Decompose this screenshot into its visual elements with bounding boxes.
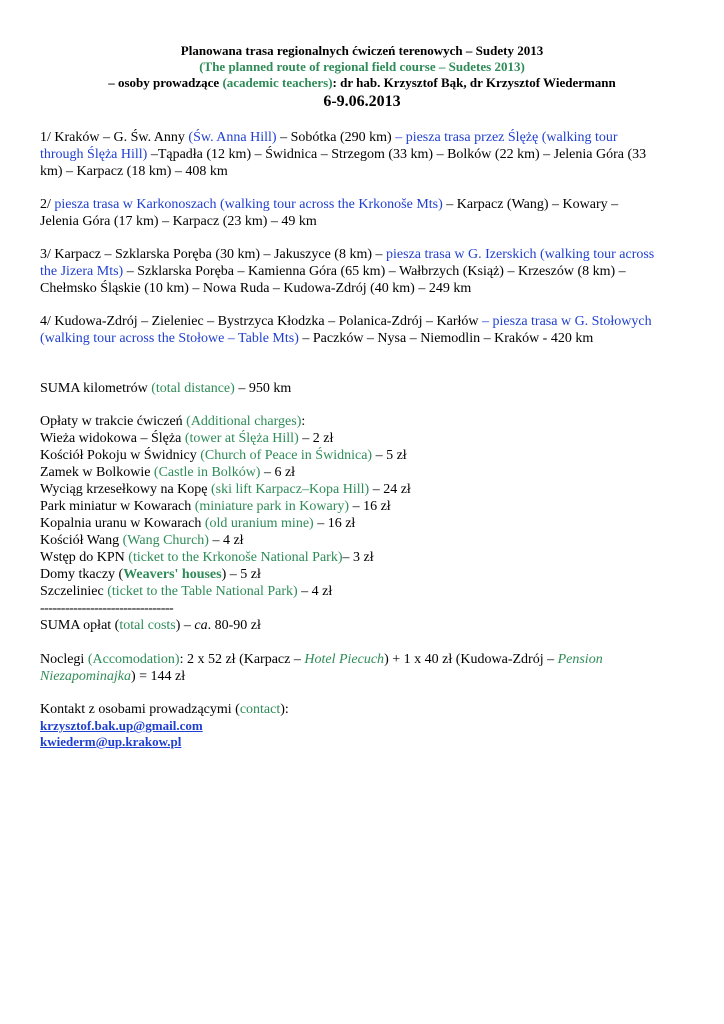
leaders-english: (academic teachers) — [222, 75, 333, 90]
charge-english: (ticket to the Krkonoše National Park) — [128, 550, 343, 565]
walking-tour-text: piesza trasa w G. Izerskich (walking tour across — [386, 247, 655, 262]
charges-total-dash: ) – — [175, 618, 195, 633]
route-text: 4/ Kudowa-Zdrój – Zieleniec – Bystrzyca Kłodzka – Polanica-Zdrój – Karłów — [40, 314, 483, 329]
email-link-wiedermann[interactable]: kwiederm@up.krakow.pl — [40, 734, 182, 749]
charge-item — [40, 498, 690, 515]
contact-english: contact — [239, 702, 281, 717]
route-text: –Tąpadła (12 km) – Świdnica – Strzegom (33 km) – Bolków (22 km) – Jelenia Góra (33 — [147, 147, 647, 162]
route-text: 1/ Kraków – G. Św. Anny — [40, 130, 189, 145]
route-text: Chełmsko Śląskie (10 km) – Nowa Ruda – Kudowa-Zdrój (40 km) – 249 km — [40, 281, 472, 296]
walking-tour-text: the Jizera Mts) — [40, 264, 124, 279]
document-body — [40, 129, 690, 766]
charge-english: (miniature park in Kowary) — [194, 499, 350, 514]
title-english: (The planned route of regional field course – Sudetes 2013) — [199, 59, 525, 74]
charge-price: – 24 zł — [369, 482, 411, 497]
accommodation — [40, 651, 690, 685]
charge-price: – 16 zł — [349, 499, 391, 514]
charge-name: Szczeliniec — [40, 584, 108, 599]
contact-label: Kontakt z osobami prowadzącymi ( — [40, 702, 240, 717]
charge-item — [40, 464, 690, 481]
charge-name: Wieża widokowa – Ślęża — [40, 431, 185, 446]
charge-item — [40, 532, 690, 549]
total-distance-english: (total distance) — [151, 381, 235, 396]
leaders-prefix: – osoby prowadzące — [108, 75, 223, 90]
charge-name: Kościół Wang — [40, 533, 123, 548]
charge-item — [40, 481, 690, 498]
accommodation-total: ) = 144 zł — [131, 669, 186, 684]
accommodation-text: ) + 1 x 40 zł (Kudowa-Zdrój – — [384, 652, 558, 667]
charge-item — [40, 447, 690, 464]
charge-name: Kościół Pokoju w Świdnicy — [40, 448, 201, 463]
charge-item — [40, 566, 690, 583]
charges-total-approx: ca — [194, 618, 208, 633]
charges-heading-colon: : — [301, 414, 306, 429]
route-text: 2/ — [40, 197, 55, 212]
charges-heading-pl: Opłaty w trakcie ćwiczeń — [40, 414, 187, 429]
route-text: – Paczków – Nysa – Niemodlin – Kraków - 420 km — [298, 331, 594, 346]
charge-name: Wyciąg krzesełkowy na Kopę — [40, 482, 211, 497]
charges-heading-en: (Additional charges) — [186, 414, 302, 429]
route-text: 3/ Karpacz – Szklarska Poręba (30 km) – Jakuszyce (8 km) – — [40, 247, 387, 262]
accommodation-text: : 2 x 52 zł (Karpacz – — [179, 652, 305, 667]
charge-item — [40, 583, 690, 600]
charge-price: ) – 5 zł — [221, 567, 261, 582]
route-text: – Sobótka (290 km) — [276, 130, 396, 145]
charge-price: – 4 zł — [208, 533, 244, 548]
charge-price: – 2 zł — [298, 431, 334, 446]
route-text: Jelenia Góra (17 km) – Karpacz (23 km) – 49 km — [40, 214, 317, 229]
charges-total-english: total costs — [119, 618, 176, 633]
charge-name: Wstęp do KPN — [40, 550, 129, 565]
charge-price: – 5 zł — [372, 448, 407, 463]
charge-name: Zamek w Bolkowie — [40, 465, 154, 480]
charge-item — [40, 515, 690, 532]
course-dates: 6-9.06.2013 — [323, 93, 401, 110]
hotel-name: Hotel Piecuch — [304, 652, 385, 667]
charge-name: Kopalnia uranu w Kowarach — [40, 516, 205, 531]
walking-tour-text: (walking tour across the Stołowe – Table Mts) — [40, 331, 299, 346]
charge-english: (Church of Peace in Świdnica) — [200, 448, 373, 463]
charge-english: (old uranium mine) — [204, 516, 314, 531]
walking-tour-text: – piesza trasa przez Ślężę (walking tour — [395, 130, 618, 145]
route-highlight: (Św. Anna Hill) — [188, 130, 277, 145]
document-header — [40, 43, 684, 111]
route-day-1 — [40, 129, 690, 180]
route-day-3 — [40, 246, 690, 297]
total-distance — [40, 380, 690, 397]
charge-price: – 6 zł — [260, 465, 296, 480]
charge-price: – 3 zł — [342, 550, 374, 565]
pension-name: Niezapominajka — [40, 669, 131, 684]
contact-label-end: ): — [280, 702, 289, 717]
charges-total-label: SUMA opłat ( — [40, 618, 120, 633]
charge-english: Weavers' houses — [123, 567, 222, 582]
charges-total-value: . 80-90 zł — [207, 618, 261, 633]
charge-english: (Castle in Bolków) — [153, 465, 261, 480]
charges-list — [40, 413, 690, 634]
accommodation-label: Noclegi — [40, 652, 88, 667]
charge-item — [40, 430, 690, 447]
route-text: km) – Karpacz (18 km) – 408 km — [40, 164, 228, 179]
charges-heading — [40, 413, 690, 430]
charges-total — [40, 617, 690, 634]
walking-tour-text: through Ślęża Hill) — [40, 147, 148, 162]
leaders-line — [40, 75, 684, 91]
email-link-bak[interactable]: krzysztof.bak.up@gmail.com — [40, 718, 203, 733]
contact — [40, 701, 690, 750]
divider-line: -------------------------------- — [40, 601, 174, 616]
charge-name: Park miniatur w Kowarach — [40, 499, 195, 514]
charge-name: Domy tkaczy ( — [40, 567, 124, 582]
title-polish: Planowana trasa regionalnych ćwiczeń terenowych – Sudety 2013 — [180, 43, 544, 58]
leaders-names: : dr hab. Krzysztof Bąk, dr Krzysztof Wiedermann — [332, 75, 616, 90]
charge-english: (ski lift Karpacz–Kopa Hill) — [210, 482, 370, 497]
route-day-4 — [40, 313, 690, 347]
charge-english: (tower at Ślęża Hill) — [184, 431, 299, 446]
charge-item — [40, 549, 690, 566]
total-distance-label: SUMA kilometrów — [40, 381, 152, 396]
route-text: – Szklarska Poręba – Kamienna Góra (65 km) – Wałbrzych (Książ) – Krzeszów (8 km) – — [123, 264, 626, 279]
accommodation-english: (Accomodation) — [87, 652, 180, 667]
pension-name: Pension — [557, 652, 603, 667]
charge-english: (Wang Church) — [122, 533, 209, 548]
charge-price: – 4 zł — [297, 584, 333, 599]
route-day-2 — [40, 196, 690, 230]
charge-english: (ticket to the Table National Park) — [107, 584, 298, 599]
charge-price: – 16 zł — [313, 516, 356, 531]
total-distance-value: – 950 km — [234, 381, 292, 396]
walking-tour-text: piesza trasa w Karkonoszach (walking tour across the Krkonoše Mts) — [54, 197, 443, 212]
walking-tour-text: – piesza trasa w G. Stołowych — [482, 314, 652, 329]
route-text: – Karpacz (Wang) – Kowary – — [442, 197, 619, 212]
